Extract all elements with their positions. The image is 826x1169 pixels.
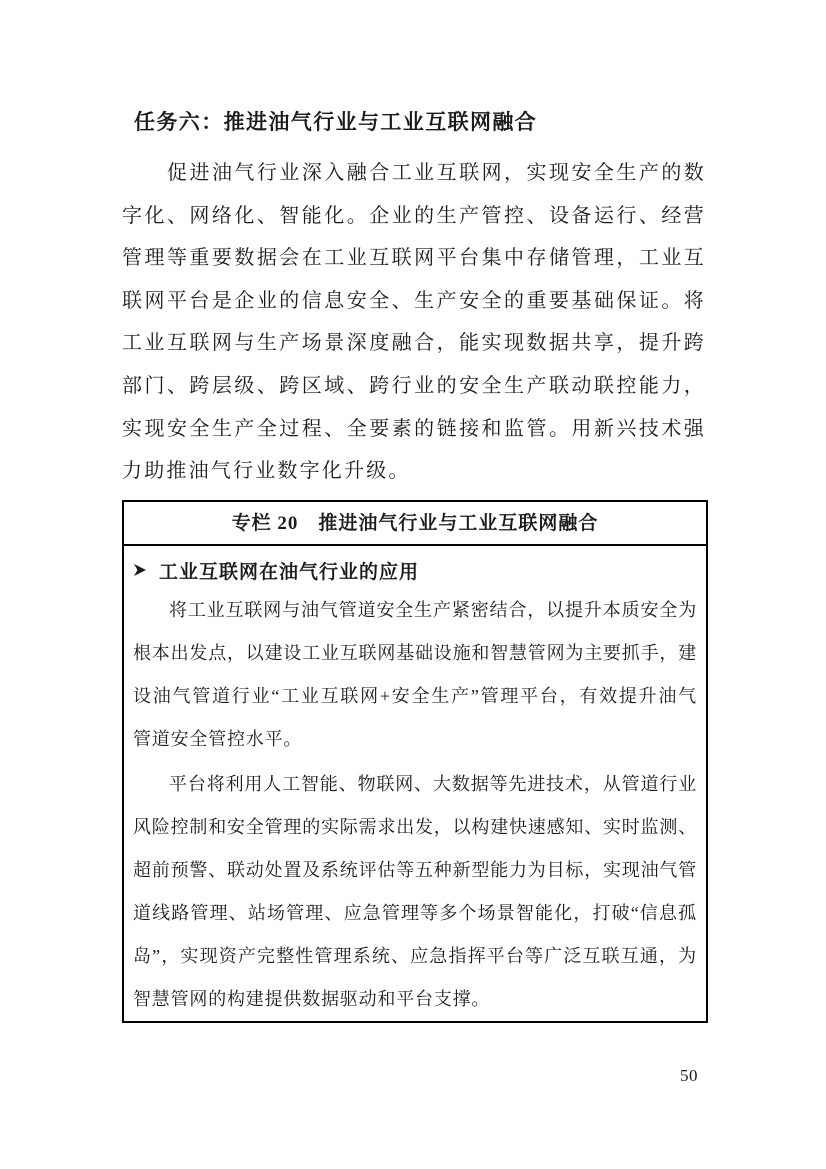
column-box-subheading	[133, 551, 697, 589]
box-paragraph-line: 岛”，实现资产完整性管理系统、应急指挥平台等广泛互联互通，为	[133, 946, 697, 966]
body-paragraph-line: 字化、网络化、智能化。企业的生产管控、设备运行、经营	[122, 204, 706, 227]
box-paragraph-line: 平台将利用人工智能、物联网、大数据等先进技术，从管道行业	[169, 774, 697, 794]
box-paragraph-line: 将工业互联网与油气管道安全生产紧密结合，以提升本质安全为	[169, 600, 697, 620]
body-paragraph-line: 管理等重要数据会在工业互联网平台集中存储管理，工业互	[122, 247, 706, 270]
box-paragraph-line: 管道安全管控水平。	[133, 729, 303, 749]
box-paragraph-line: 根本出发点，以建设工业互联网基础设施和智慧管网为主要抓手，建	[133, 643, 697, 663]
box-paragraph-line: 道线路管理、站场管理、应急管理等多个场景智能化，打破“信息孤	[133, 903, 697, 923]
body-paragraph-line: 联网平台是企业的信息安全、生产安全的重要基础保证。将	[122, 289, 706, 312]
box-paragraph-line: 智慧管网的构建提供数据驱动和平台支撑。	[133, 989, 491, 1009]
body-paragraph-line: 力助推油气行业数字化升级。	[122, 460, 411, 483]
box-paragraph-2	[133, 763, 697, 1021]
body-paragraph	[122, 152, 706, 493]
column-box	[122, 500, 708, 1023]
column-box-subheading-label: 工业互联网在油气行业的应用	[159, 561, 420, 583]
box-paragraph-1	[133, 589, 697, 761]
body-paragraph-line: 工业互联网与生产场景深度融合，能实现数据共享，提升跨	[122, 332, 706, 355]
arrowhead-right-icon	[133, 563, 149, 577]
body-paragraph-line: 促进油气行业深入融合工业互联网，实现安全生产的数	[167, 162, 706, 184]
page-number: 50	[680, 1066, 698, 1085]
box-paragraph-line: 超前预警、联动处置及系统评估等五种新型能力为目标，实现油气管	[133, 860, 697, 880]
box-paragraph-line: 风险控制和安全管理的实际需求出发，以构建快速感知、实时监测、	[133, 817, 697, 837]
column-box-title: 专栏 20 推进油气行业与工业互联网融合	[124, 502, 706, 546]
column-box-content	[124, 546, 706, 1021]
box-paragraph-line: 设油气管道行业“工业互联网+安全生产”管理平台，有效提升油气	[133, 686, 697, 706]
body-paragraph-line: 部门、跨层级、跨区域、跨行业的安全生产联动联控能力，	[122, 374, 706, 397]
body-paragraph-line: 实现安全生产全过程、全要素的链接和监管。用新兴技术强	[122, 417, 706, 440]
section-heading: 任务六：推进油气行业与工业互联网融合	[134, 110, 538, 134]
